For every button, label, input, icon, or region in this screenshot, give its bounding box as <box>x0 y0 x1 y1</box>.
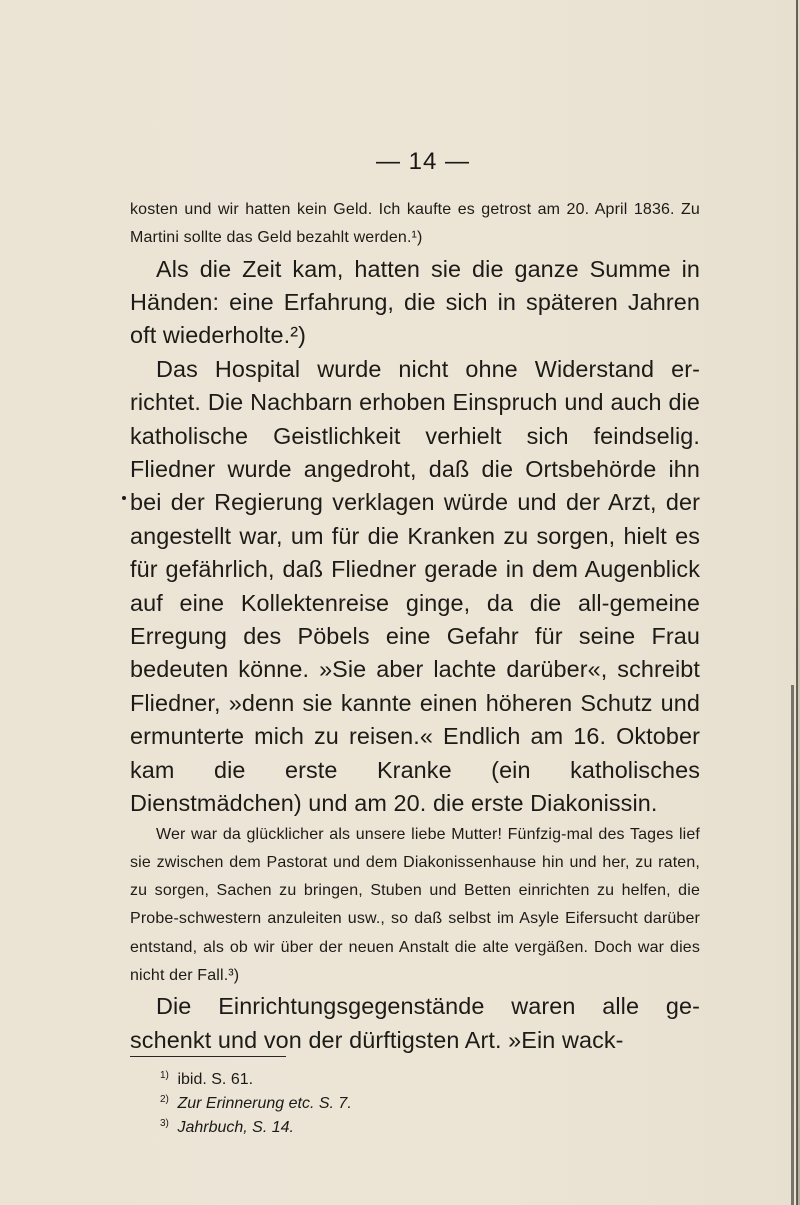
page-right-edge <box>796 0 798 1205</box>
paragraph-3: Das Hospital wurde nicht ohne Widerstand er-richtet. Die Nachbarn erhoben Einspruch und auch die katholische Geistlichkeit verhielt sich feindselig. Fliedner wurde angedroht, daß die Ortsbehörde ihn bei der Regierung verklagen würde und der Arzt, der angestellt war, um für die Kranken zu sorgen, hielt es für gefährlich, daß Fliedner gerade in dem Augenblick auf eine Kollektenreise ginge, da die all-gemeine Erregung des Pöbels eine Gefahr für seine Frau bedeuten könne. »Sie aber lachte darüber«, schreibt Fliedner, »denn sie kannte einen höheren Schutz und ermunterte mich zu reisen.« Endlich am 16. Oktober kam die erste Kranke (ein katholisches Dienstmädchen) und am 20. die erste Diakonissin. <box>130 355 700 817</box>
paragraph-2: Als die Zeit kam, hatten sie die ganze Summe in Händen: eine Erfahrung, die sich in späteren Jahren oft wiederholte.²) <box>130 255 700 349</box>
paragraph-4: Wer war da glücklicher als unsere liebe Mutter! Fünfzig-mal des Tages lief sie zwischen dem Pastorat und dem Diakonissenhause hin und her, zu raten, zu sorgen, Sachen zu bringen, Stuben und Betten einrichten zu helfen, die Probe-schwestern anzuleiten usw., so daß selbst im Asyle Eifersucht darüber entstand, als ob wir über der neuen Anstalt die alte vergäßen. Doch war dies nicht der Fall.³) <box>130 825 700 984</box>
body-text <box>130 196 700 1057</box>
footnote-divider <box>130 1056 286 1057</box>
paragraph-5: Die Einrichtungsgegenstände waren alle ge-schenkt und von der dürftigsten Art. »Ein wack- <box>130 993 700 1053</box>
footnote-text-3: Jahrbuch, S. 14. <box>177 1119 294 1136</box>
footnote-number-3: 3) <box>160 1118 169 1129</box>
page-right-lower-edge <box>791 685 794 1205</box>
footnote-text-1: ibid. S. 61. <box>177 1071 254 1088</box>
footnote-3 <box>160 1116 660 1140</box>
footnote-text-2: Zur Erinnerung etc. S. 7. <box>177 1095 352 1112</box>
paragraph-1: kosten und wir hatten kein Geld. Ich kaufte es getrost am 20. April 1836. Zu Martini sollte das Geld bezahlt werden.¹) <box>130 201 700 247</box>
footnote-number-1: 1) <box>160 1070 169 1081</box>
footnote-2 <box>160 1092 660 1116</box>
footnote-1 <box>160 1068 660 1092</box>
margin-dot-mark <box>122 496 126 500</box>
footnotes <box>160 1068 660 1140</box>
footnote-number-2: 2) <box>160 1094 169 1105</box>
page-number: — 14 — <box>375 148 471 175</box>
